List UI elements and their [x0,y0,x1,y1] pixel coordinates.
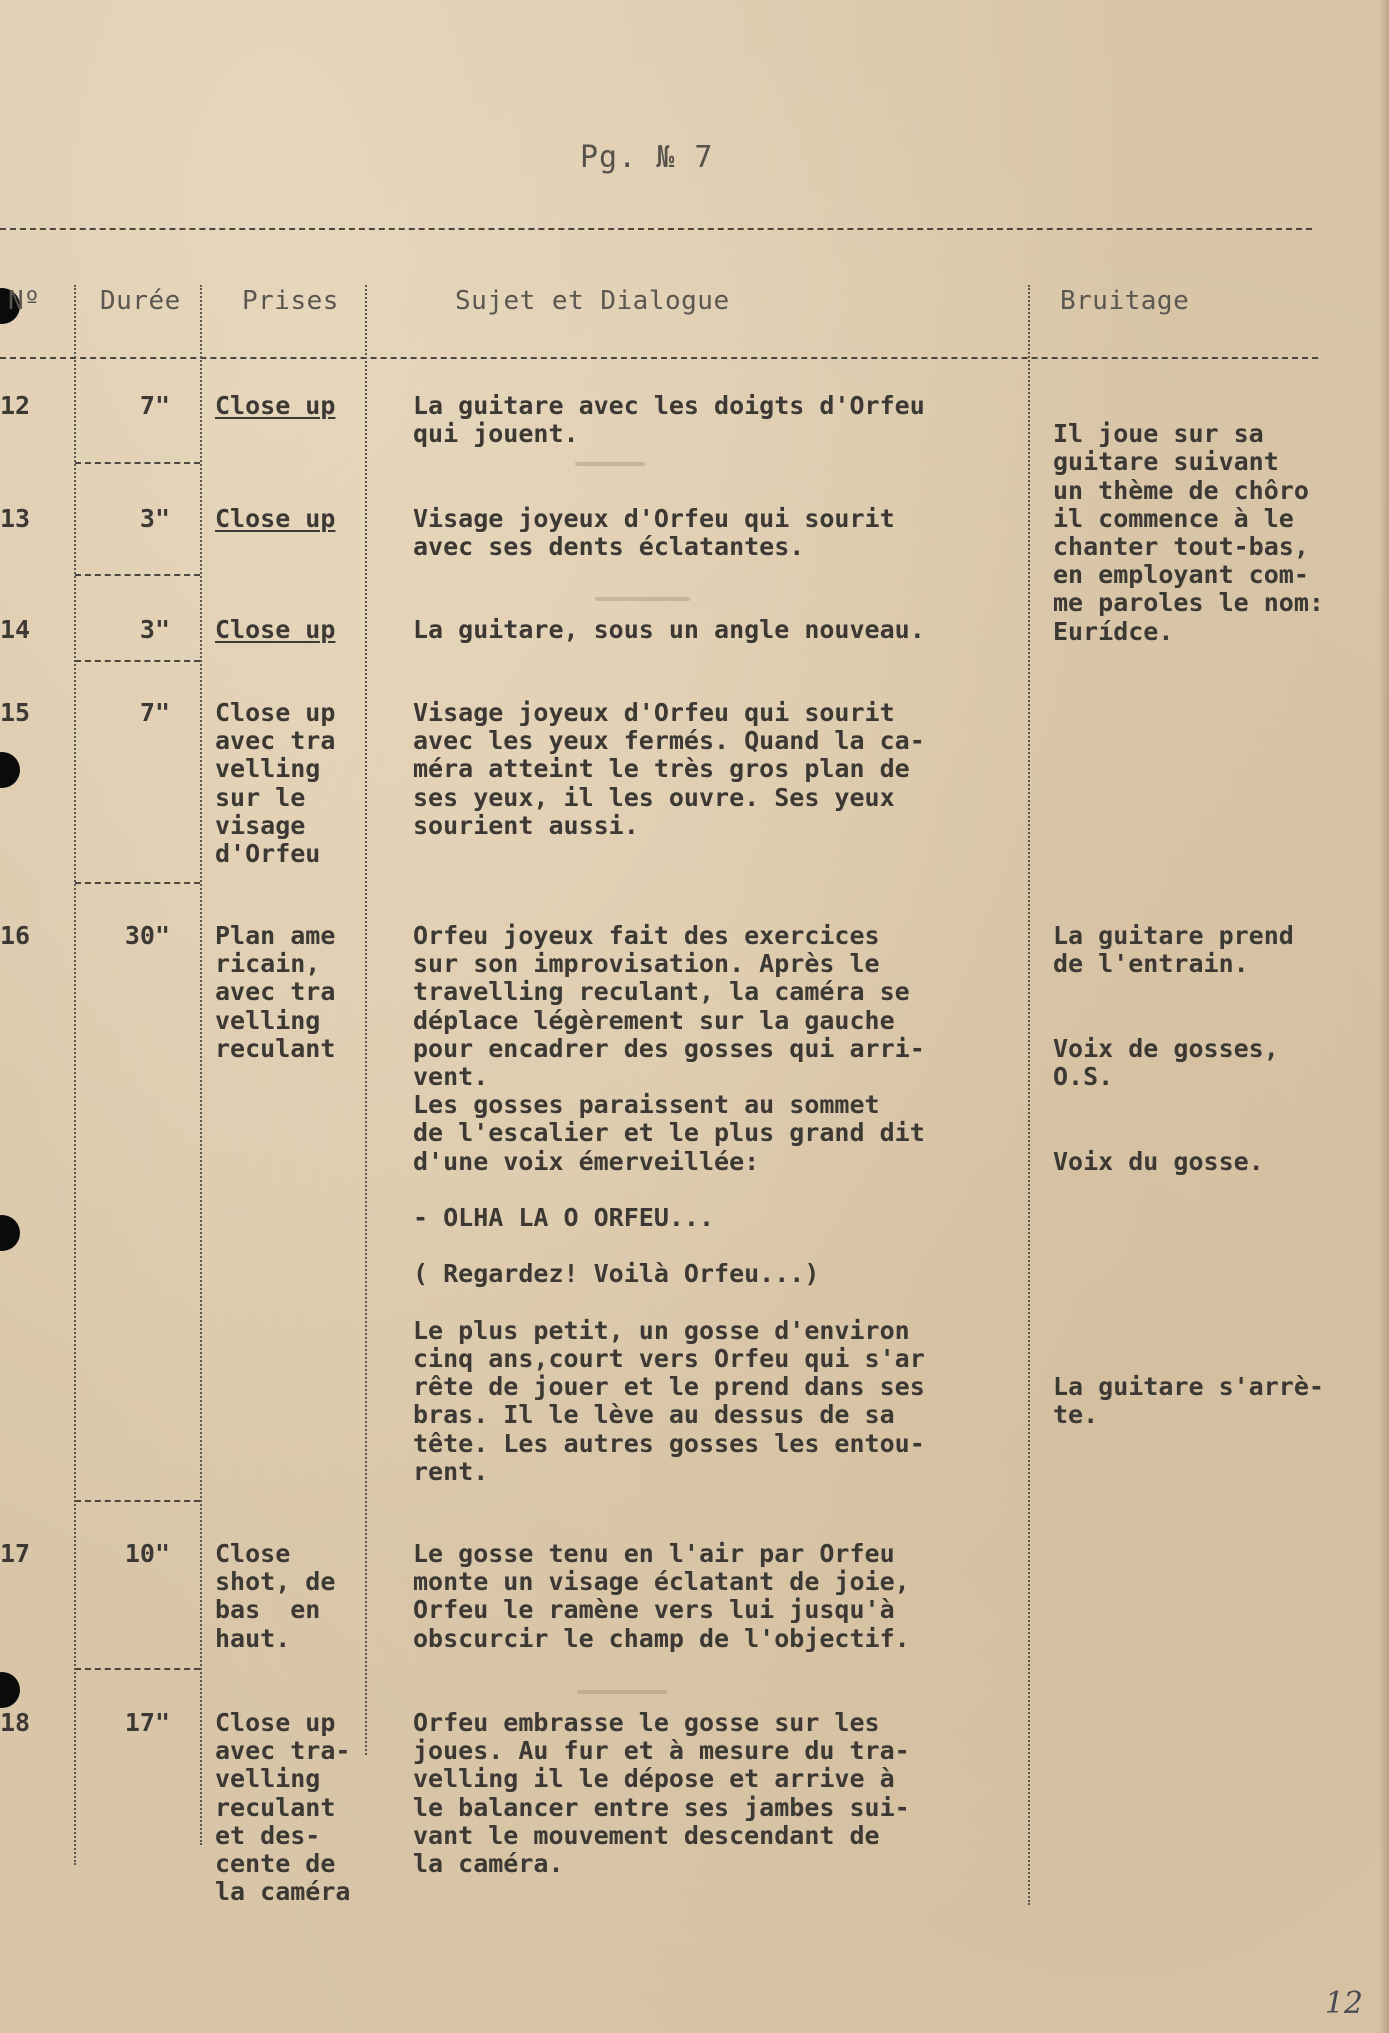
shot-type: Close up avec tra velling sur le visage d'Orfeu [215,698,336,869]
page-number: Pg. № 7 [580,140,714,175]
row-divider [75,462,200,464]
shot-number: 13 [0,504,31,533]
punch-hole [0,1672,20,1708]
shot-type: Close up [215,504,336,533]
shot-number: 18 [0,1708,31,1737]
shot-type: Close up [215,615,336,644]
row-divider [75,882,200,884]
shot-subject: La guitare avec les doigts d'Orfeu qui jouent. [413,391,925,449]
shot-number: 17 [0,1539,31,1568]
row-divider [75,574,200,576]
paper-smudge [595,597,690,601]
page-edge [1379,0,1389,2033]
shot-type: Close up [215,391,336,420]
column-separator [74,285,76,1865]
row-divider [75,1500,200,1502]
shot-subject: Le gosse tenu en l'air par Orfeu monte un visage éclatant de joie, Orfeu le ramène vers lui jusqu'à obscurcir le champ de l'objectif. [413,1539,910,1653]
header-prises: Prises [242,286,339,316]
shot-duration: 10" [124,1539,170,1568]
column-separator [365,285,367,1755]
top-divider [0,228,1312,230]
shot-number: 14 [0,615,31,644]
shot-type: Close shot, de bas en haut. [215,1539,336,1653]
header-no: Nº [8,286,41,316]
shot-subject: Orfeu joyeux fait des exercices sur son improvisation. Après le travelling reculant, la caméra se déplace légèrement sur la gauche pour encadrer des gosses qui arri- vent. Les gosses paraissent au sommet de l'escalier et le plus grand dit d'une voix émerveillée: - OLHA LA O ORFEU... ( Regardez! Voilà Orfeu...) Le plus petit, un gosse d'environ cinq ans,court vers Orfeu qui s'ar rête de jouer et le prend dans ses bras. Il le lève au dessus de sa tête. Les autres gosses les entou- rent. [413,921,925,1486]
paper-smudge [575,462,645,466]
row-divider [75,660,200,662]
shot-duration: 3" [139,615,170,644]
shot-number: 15 [0,698,31,727]
handwritten-page-number: 12 [1324,1986,1363,2021]
punch-hole [0,752,20,788]
shot-subject: Visage joyeux d'Orfeu qui sourit avec ses dents éclatantes. [413,504,895,562]
row-divider [75,1668,200,1670]
shot-sound: Il joue sur sa guitare suivant un thème de chôro il commence à le chanter tout-bas, en employant com- me paroles le nom: Eurídce. [1053,419,1324,646]
shot-type: Plan ame ricain, avec tra velling reculant [215,921,336,1063]
shot-duration: 30" [124,921,170,950]
shot-subject: Visage joyeux d'Orfeu qui sourit avec les yeux fermés. Quand la ca- méra atteint le très gros plan de ses yeux, il les ouvre. Ses yeux sourient aussi. [413,698,925,840]
shot-number: 16 [0,921,31,950]
shot-subject: Orfeu embrasse le gosse sur les joues. Au fur et à mesure du tra- velling il le dépose et arrive à le balancer entre ses jambes sui- vant le mouvement descendant de la caméra. [413,1708,910,1879]
shot-duration: 7" [139,391,170,420]
column-separator [200,285,202,1845]
header-divider [0,357,1318,359]
shot-number: 12 [0,391,31,420]
header-duree: Durée [100,286,181,316]
shot-duration: 3" [139,504,170,533]
shot-subject: La guitare, sous un angle nouveau. [413,615,925,644]
header-bruitage: Bruitage [1060,286,1190,316]
punch-hole [0,1215,20,1251]
shot-duration: 17" [124,1708,170,1737]
column-separator [1028,285,1030,1905]
shot-sound: La guitare prend de l'entrain. Voix de gosses, O.S. Voix du gosse. La guitare s'arrè- te. [1053,921,1324,1430]
header-sujet: Sujet et Dialogue [455,286,730,316]
shot-duration: 7" [139,698,170,727]
shot-type: Close up avec tra- velling reculant et des- cente de la caméra [215,1708,351,1907]
paper-smudge [577,1690,667,1694]
